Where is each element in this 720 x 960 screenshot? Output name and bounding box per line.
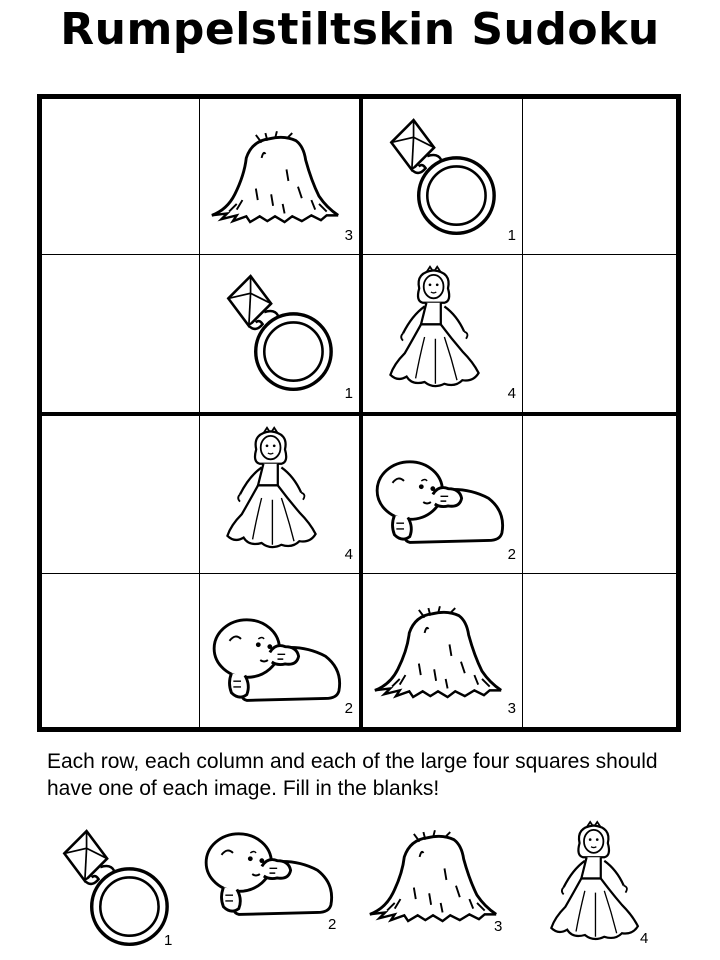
legend-number: 1: [164, 932, 173, 949]
ring-icon: [54, 816, 174, 956]
cell-number: 4: [344, 546, 353, 563]
cell-number: 2: [507, 546, 516, 563]
legend-number: 2: [328, 916, 337, 933]
straw-pile-icon: [371, 604, 505, 704]
legend-number: 4: [640, 930, 649, 947]
grid-cell[interactable]: [42, 255, 199, 412]
ring-icon: [218, 261, 338, 401]
princess-icon: [546, 814, 652, 950]
grid-cell: [363, 255, 522, 412]
baby-icon: [210, 614, 345, 710]
grid-cell: [200, 99, 359, 254]
grid-cell[interactable]: [523, 255, 676, 412]
princess-icon: [222, 420, 330, 558]
grid-cell: [200, 416, 359, 573]
cell-number: 3: [507, 700, 516, 717]
cell-number: 3: [344, 227, 353, 244]
baby-icon: [373, 456, 508, 552]
ring-icon: [381, 105, 501, 245]
baby-icon: [202, 828, 337, 924]
cell-number: 4: [507, 385, 516, 402]
grid-cell: [200, 255, 359, 412]
page-title: Rumpelstiltskin Sudoku: [60, 4, 660, 55]
grid-cell[interactable]: [523, 416, 676, 573]
legend-number: 3: [494, 918, 503, 935]
grid-cell: [363, 574, 522, 727]
cell-number: 2: [344, 700, 353, 717]
grid-cell[interactable]: [42, 574, 199, 727]
grid-cell: [363, 99, 522, 254]
sudoku-grid: [37, 94, 681, 732]
princess-icon: [385, 259, 493, 397]
grid-cell[interactable]: [42, 99, 199, 254]
grid-cell: [363, 416, 522, 573]
cell-number: 1: [344, 385, 353, 402]
straw-pile-icon: [366, 828, 500, 928]
grid-cell[interactable]: [523, 574, 676, 727]
grid-cell[interactable]: [523, 99, 676, 254]
instructions-text: Each row, each column and each of the large four squares should have one of each image. Fill in the blanks!: [47, 750, 658, 800]
straw-pile-icon: [208, 129, 342, 229]
cell-number: 1: [507, 227, 516, 244]
grid-cell: [200, 574, 359, 727]
grid-cell[interactable]: [42, 416, 199, 573]
